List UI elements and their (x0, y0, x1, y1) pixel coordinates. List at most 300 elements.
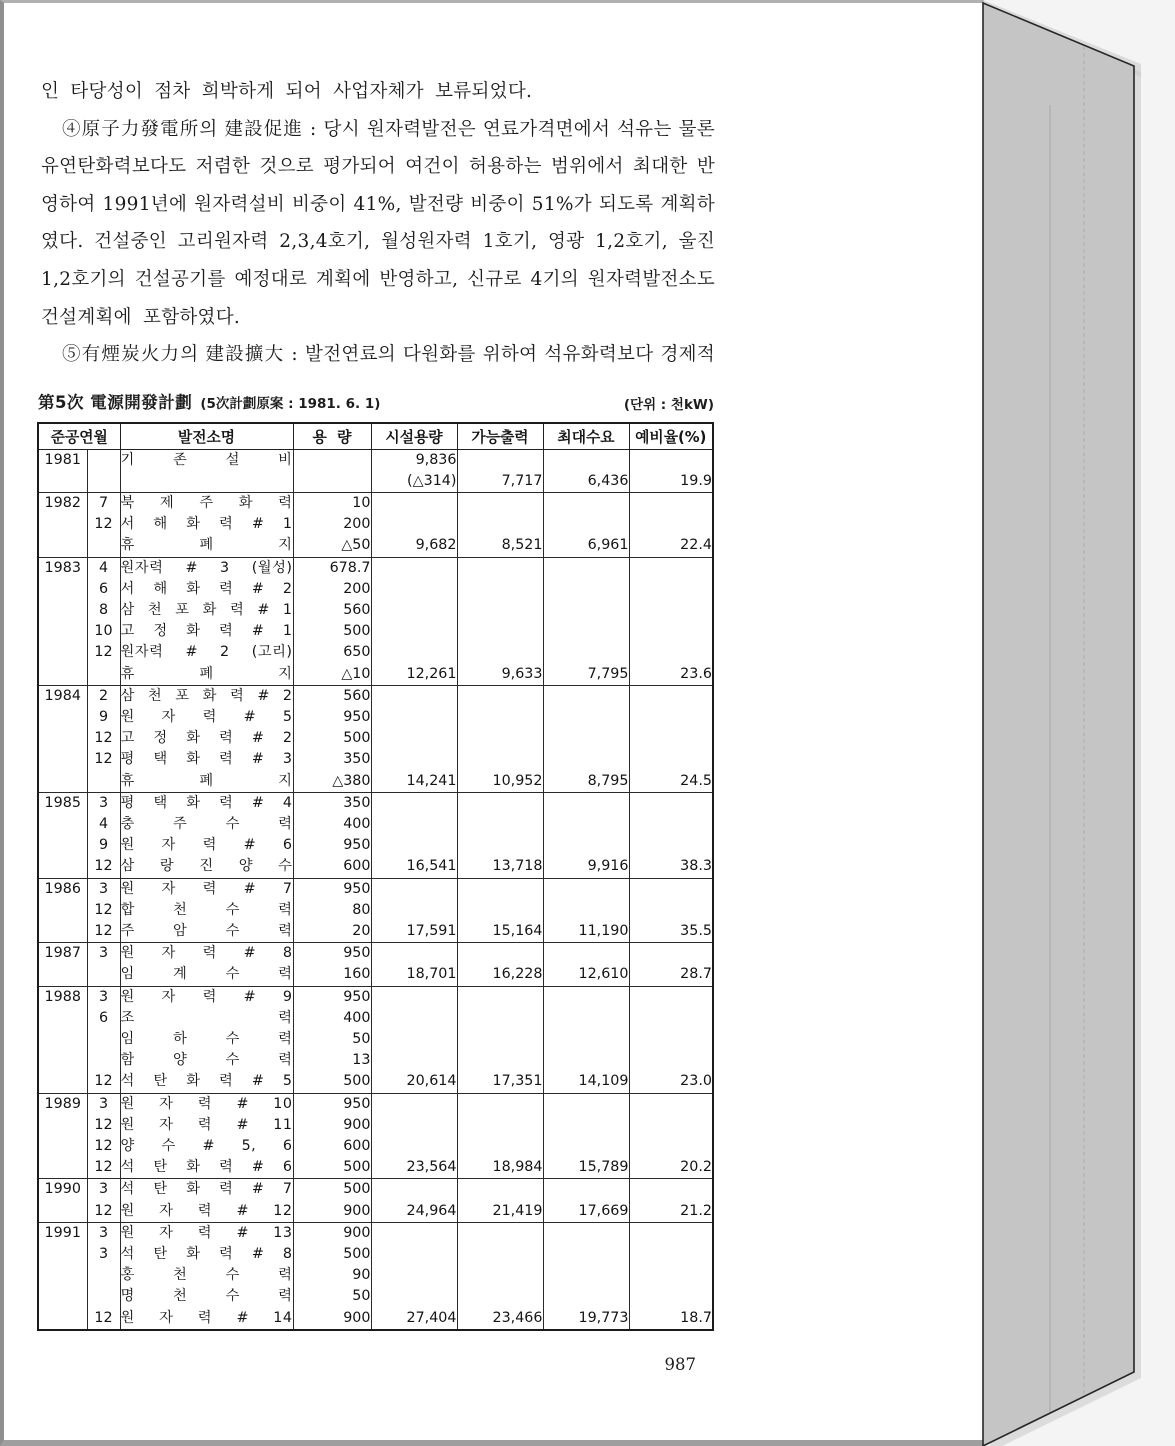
cell-year (38, 1115, 87, 1136)
cell-facility-capacity: 24,964 (371, 1201, 457, 1223)
cell-peak-demand (543, 1029, 629, 1050)
cell-available-output: 17,351 (457, 1071, 543, 1093)
cell-capacity: 20 (293, 921, 371, 943)
cell-year (38, 771, 87, 793)
cell-year: 1981 (44, 451, 81, 468)
cell-reserve-rate (629, 492, 713, 514)
cell-available-output: 15,164 (457, 921, 543, 943)
table-row (38, 878, 713, 900)
table-row (38, 664, 713, 686)
cell-peak-demand: 6,961 (543, 535, 629, 557)
table-row (38, 749, 713, 770)
cell-facility-capacity: 9,836 (371, 449, 457, 471)
cell-available-output (457, 1115, 543, 1136)
cell-month: 12 (87, 642, 120, 663)
cell-facility-capacity (371, 878, 457, 900)
paragraph-line: 영하여 1991년에 원자력설비 비중이 41%, 발전량 비중이 51%가 되도록 계획하 (41, 193, 715, 215)
paragraph-line: 유연탄화력보다도 저렴한 것으로 평가되어 여건이 허용하는 범위에서 최대한 반 (41, 156, 715, 178)
cell-reserve-rate (629, 579, 713, 600)
cell-available-output (457, 621, 543, 642)
cell-year (38, 1201, 87, 1223)
table-row (38, 1222, 713, 1244)
cell-facility-capacity (371, 728, 457, 749)
cell-year (38, 1265, 87, 1286)
cell-peak-demand (543, 1265, 629, 1286)
cell-available-output: 23,466 (457, 1308, 543, 1330)
cell-capacity: 900 (293, 1222, 371, 1244)
cell-year (38, 835, 87, 856)
cell-plant-name: 북 제 주 화 력 (120, 492, 293, 514)
table-row (38, 621, 713, 642)
cell-month: 6 (87, 1008, 120, 1029)
cell-peak-demand: 19,773 (543, 1308, 629, 1330)
cell-capacity: △380 (293, 771, 371, 793)
cell-capacity: 500 (293, 1157, 371, 1179)
column-header: 준공연월 (38, 423, 120, 449)
cell-year: 1990 (38, 1179, 87, 1201)
cell-facility-capacity: 20,614 (371, 1071, 457, 1093)
table-subtitle: (5次計劃原案 : 1981. 6. 1) (200, 396, 381, 412)
cell-month (87, 1050, 120, 1071)
cell-month: 3 (87, 1093, 120, 1115)
table-row (38, 1157, 713, 1179)
cell-reserve-rate (629, 514, 713, 535)
cell-year: 1984 (38, 685, 87, 707)
table-row (38, 449, 713, 471)
table-row (38, 1286, 713, 1307)
cell-available-output: 16,228 (457, 964, 543, 986)
cell-plant-name: 휴 폐 지 (120, 535, 293, 557)
cell-reserve-rate (629, 1093, 713, 1115)
cell-plant-name: 원자력 # 3 (월성) (120, 557, 293, 579)
cell-available-output (457, 1179, 543, 1201)
cell-reserve-rate: 22.4 (629, 535, 713, 557)
table-row (38, 471, 713, 493)
cell-plant-name: 삼 천 포 화 력 # 1 (120, 600, 293, 621)
cell-capacity: 900 (293, 1115, 371, 1136)
table-row (38, 856, 713, 878)
cell-peak-demand (543, 878, 629, 900)
cell-reserve-rate (629, 1050, 713, 1071)
cell-available-output (457, 642, 543, 663)
cell-plant-name: 주 암 수 력 (120, 921, 293, 943)
cell-month: 2 (87, 685, 120, 707)
cell-month: 3 (87, 1244, 120, 1265)
cell-available-output (457, 749, 543, 770)
cell-capacity: 560 (293, 685, 371, 707)
cell-year (38, 1308, 87, 1330)
cell-available-output (457, 1008, 543, 1029)
cell-month (87, 471, 120, 493)
cell-facility-capacity (371, 621, 457, 642)
table-row (38, 835, 713, 856)
cell-facility-capacity (371, 1286, 457, 1307)
cell-peak-demand (543, 685, 629, 707)
cell-reserve-rate (629, 835, 713, 856)
cell-reserve-rate (629, 878, 713, 900)
cell-reserve-rate (629, 943, 713, 965)
cell-year: 1982 (38, 492, 87, 514)
cell-month: 3 (87, 792, 120, 814)
cell-available-output (457, 900, 543, 921)
cell-reserve-rate (629, 685, 713, 707)
cell-available-output (457, 1093, 543, 1115)
paragraph-line: 1,2호기의 건설공기를 예정대로 계획에 반영하고, 신규로 4기의 원자력발전소도 (41, 268, 715, 290)
cell-plant-name: 원 자 력 # 14 (120, 1308, 293, 1330)
cell-reserve-rate (629, 1286, 713, 1307)
cell-facility-capacity: 16,541 (371, 856, 457, 878)
cell-plant-name: 석 탄 화 력 # 8 (120, 1244, 293, 1265)
cell-reserve-rate: 23.6 (629, 664, 713, 686)
cell-reserve-rate: 35.5 (629, 921, 713, 943)
cell-capacity: 200 (293, 579, 371, 600)
cell-capacity (293, 471, 371, 493)
column-header: 가능출력 (457, 423, 543, 449)
cell-year (38, 1050, 87, 1071)
table-row (38, 579, 713, 600)
cell-facility-capacity (371, 943, 457, 965)
cell-capacity: 400 (293, 814, 371, 835)
cell-month: 3 (87, 1179, 120, 1201)
cell-facility-capacity (371, 1093, 457, 1115)
cell-peak-demand: 8,795 (543, 771, 629, 793)
cell-available-output (457, 1286, 543, 1307)
cell-reserve-rate: 28.7 (629, 964, 713, 986)
cell-reserve-rate (629, 986, 713, 1008)
cell-peak-demand: 6,436 (543, 471, 629, 493)
cell-plant-name: 휴 폐 지 (120, 664, 293, 686)
cell-available-output (457, 449, 543, 471)
cell-year (38, 921, 87, 943)
cell-month: 12 (87, 1071, 120, 1093)
cell-peak-demand (543, 1244, 629, 1265)
cell-year (38, 1029, 87, 1050)
cell-month: 4 (87, 557, 120, 579)
cell-year (38, 1286, 87, 1307)
cell-month: 12 (87, 900, 120, 921)
cell-month: 12 (87, 921, 120, 943)
cell-available-output (457, 835, 543, 856)
cell-plant-name: 석 탄 화 력 # 7 (120, 1179, 293, 1201)
cell-plant-name: 원 자 력 # 6 (120, 835, 293, 856)
cell-reserve-rate (629, 728, 713, 749)
cell-month (87, 1029, 120, 1050)
cell-plant-name: 합 천 수 력 (120, 900, 293, 921)
cell-plant-name: 원 자 력 # 5 (120, 707, 293, 728)
cell-peak-demand (543, 600, 629, 621)
cell-peak-demand (543, 579, 629, 600)
cell-capacity: 90 (293, 1265, 371, 1286)
cell-capacity: 950 (293, 707, 371, 728)
cell-facility-capacity (371, 1265, 457, 1286)
cell-capacity: 13 (293, 1050, 371, 1071)
cell-facility-capacity (371, 1050, 457, 1071)
cell-year (38, 579, 87, 600)
cell-capacity: 650 (293, 642, 371, 663)
cell-available-output (457, 1136, 543, 1157)
cell-peak-demand (543, 1093, 629, 1115)
cell-plant-name: 원 자 력 # 8 (120, 943, 293, 965)
cell-month: 3 (87, 943, 120, 965)
cell-reserve-rate (629, 1179, 713, 1201)
cell-year (38, 728, 87, 749)
paragraph-line: 건설계획에 포함하였다. (41, 306, 241, 328)
cell-available-output (457, 600, 543, 621)
cell-capacity: 10 (293, 492, 371, 514)
cell-capacity: 950 (293, 878, 371, 900)
cell-year (38, 1071, 87, 1093)
cell-available-output (457, 685, 543, 707)
cell-plant-name: 원 자 력 # 12 (120, 1201, 293, 1223)
cell-available-output (457, 492, 543, 514)
column-header: 시설용량 (371, 423, 457, 449)
cell-capacity: 350 (293, 749, 371, 770)
cell-reserve-rate (629, 642, 713, 663)
cell-peak-demand (543, 1179, 629, 1201)
cell-reserve-rate (629, 1222, 713, 1244)
cell-year: 1991 (38, 1222, 87, 1244)
table-title: 第5次 電源開發計劃 (38, 393, 193, 412)
cell-plant-name: 삼 천 포 화 력 # 2 (120, 685, 293, 707)
table-row (38, 1136, 713, 1157)
cell-reserve-rate (629, 1008, 713, 1029)
table-row (38, 1308, 713, 1330)
cell-peak-demand: 7,795 (543, 664, 629, 686)
cell-year (38, 1157, 87, 1179)
cell-facility-capacity (371, 835, 457, 856)
cell-facility-capacity: 18,701 (371, 964, 457, 986)
cell-peak-demand: 17,669 (543, 1201, 629, 1223)
cell-year: 1986 (38, 878, 87, 900)
cell-available-output (457, 878, 543, 900)
cell-reserve-rate: 23.0 (629, 1071, 713, 1093)
cell-capacity: 50 (293, 1029, 371, 1050)
cell-capacity: 600 (293, 856, 371, 878)
cell-reserve-rate (629, 707, 713, 728)
table-row (38, 1115, 713, 1136)
cell-facility-capacity (371, 1029, 457, 1050)
cell-month: 12 (87, 856, 120, 878)
column-header: 용 량 (293, 423, 371, 449)
cell-plant-name: 평 택 화 력 # 4 (120, 792, 293, 814)
cell-reserve-rate: 24.5 (629, 771, 713, 793)
cell-peak-demand (543, 557, 629, 579)
cell-month (87, 1286, 120, 1307)
cell-available-output (457, 557, 543, 579)
cell-capacity: 500 (293, 1071, 371, 1093)
cell-year: 1985 (38, 792, 87, 814)
cell-month: 6 (87, 579, 120, 600)
cell-peak-demand (543, 492, 629, 514)
cell-facility-capacity: 9,682 (371, 535, 457, 557)
cell-facility-capacity (371, 1222, 457, 1244)
cell-plant-name: 조 력 (120, 1008, 293, 1029)
cell-year: 1989 (38, 1093, 87, 1115)
cell-facility-capacity (371, 986, 457, 1008)
cell-year (38, 1008, 87, 1029)
cell-plant-name: 석 탄 화 력 # 5 (120, 1071, 293, 1093)
table-row (38, 1050, 713, 1071)
cell-capacity: 950 (293, 835, 371, 856)
cell-facility-capacity (371, 749, 457, 770)
table-row (38, 728, 713, 749)
cell-peak-demand (543, 749, 629, 770)
cell-month: 12 (87, 514, 120, 535)
cell-capacity: 678.7 (293, 557, 371, 579)
cell-peak-demand (543, 814, 629, 835)
cell-peak-demand (543, 514, 629, 535)
cell-plant-name: 임 계 수 력 (120, 964, 293, 986)
cell-capacity: 160 (293, 964, 371, 986)
cell-year (38, 856, 87, 878)
cell-month (87, 664, 120, 686)
cell-peak-demand (543, 621, 629, 642)
cell-available-output (457, 1050, 543, 1071)
cell-available-output (457, 1222, 543, 1244)
table-row (38, 986, 713, 1008)
cell-facility-capacity (371, 1008, 457, 1029)
cell-plant-name (120, 471, 293, 493)
cell-capacity: 80 (293, 900, 371, 921)
table-row (38, 792, 713, 814)
cell-available-output (457, 1244, 543, 1265)
cell-reserve-rate: 21.2 (629, 1201, 713, 1223)
paragraph-line: 인 타당성이 점차 희박하게 되어 사업자체가 보류되었다. (41, 81, 533, 102)
cell-plant-name: 양 수 # 5, 6 (120, 1136, 293, 1157)
cell-month: 12 (87, 749, 120, 770)
cell-month (87, 964, 120, 986)
cell-plant-name: 고 정 화 력 # 2 (120, 728, 293, 749)
cell-year (38, 900, 87, 921)
cell-available-output (457, 1029, 543, 1050)
cell-reserve-rate: 38.3 (629, 856, 713, 878)
table-row (38, 557, 713, 579)
cell-capacity: 950 (293, 943, 371, 965)
cell-available-output: 13,718 (457, 856, 543, 878)
cell-plant-name: 원 자 력 # 9 (120, 986, 293, 1008)
cell-peak-demand: 9,916 (543, 856, 629, 878)
cell-available-output (457, 1265, 543, 1286)
cell-month: 12 (87, 1201, 120, 1223)
cell-facility-capacity (371, 707, 457, 728)
table-row (38, 900, 713, 921)
cell-peak-demand: 15,789 (543, 1157, 629, 1179)
cell-year: 1983 (38, 557, 87, 579)
cell-peak-demand (543, 1115, 629, 1136)
table-row (38, 492, 713, 514)
cell-available-output: 21,419 (457, 1201, 543, 1223)
cell-year (38, 514, 87, 535)
cell-peak-demand (543, 728, 629, 749)
cell-peak-demand (543, 835, 629, 856)
cell-month (87, 535, 120, 557)
table-row (38, 707, 713, 728)
cell-year: 1987 (38, 943, 87, 965)
table-row (38, 1008, 713, 1029)
cell-month: 8 (87, 600, 120, 621)
table-row (38, 943, 713, 965)
cell-facility-capacity (371, 1136, 457, 1157)
cell-peak-demand: 11,190 (543, 921, 629, 943)
cell-facility-capacity: 17,591 (371, 921, 457, 943)
cell-peak-demand (543, 943, 629, 965)
cell-month: 7 (87, 492, 120, 514)
cell-plant-name: 평 택 화 력 # 3 (120, 749, 293, 770)
cell-plant-name: 휴 폐 지 (120, 771, 293, 793)
cell-year (38, 664, 87, 686)
cell-capacity: 500 (293, 728, 371, 749)
cell-reserve-rate (629, 449, 713, 471)
cell-month: 12 (87, 1115, 120, 1136)
cell-capacity: 500 (293, 1179, 371, 1201)
cell-capacity (293, 449, 371, 471)
cell-reserve-rate (629, 792, 713, 814)
cell-facility-capacity (371, 557, 457, 579)
table-row (38, 1093, 713, 1115)
cell-peak-demand (543, 1286, 629, 1307)
cell-plant-name: 원 자 력 # 7 (120, 878, 293, 900)
cell-available-output (457, 986, 543, 1008)
cell-plant-name: 서 해 화 력 # 2 (120, 579, 293, 600)
cell-capacity: 500 (293, 621, 371, 642)
cell-facility-capacity: 12,261 (371, 664, 457, 686)
cell-year: 1988 (38, 986, 87, 1008)
cell-month (87, 449, 120, 471)
cell-month: 12 (87, 1308, 120, 1330)
cell-plant-name: 석 탄 화 력 # 6 (120, 1157, 293, 1179)
cell-available-output: 9,633 (457, 664, 543, 686)
table-row (38, 1201, 713, 1223)
cell-peak-demand (543, 642, 629, 663)
cell-available-output (457, 943, 543, 965)
page-stack-shape (983, 3, 1134, 1446)
cell-reserve-rate (629, 557, 713, 579)
cell-capacity: 350 (293, 792, 371, 814)
cell-reserve-rate: 18.7 (629, 1308, 713, 1330)
column-header: 발전소명 (120, 423, 293, 449)
cell-month: 3 (87, 878, 120, 900)
power-development-plan-table (37, 422, 714, 1331)
cell-reserve-rate (629, 814, 713, 835)
cell-year (38, 707, 87, 728)
cell-capacity: 400 (293, 1008, 371, 1029)
cell-plant-name: 명 천 수 력 (120, 1286, 293, 1307)
cell-capacity: △50 (293, 535, 371, 557)
cell-month: 9 (87, 835, 120, 856)
cell-facility-capacity (371, 685, 457, 707)
cell-plant-name: 함 양 수 력 (120, 1050, 293, 1071)
table-row (38, 1071, 713, 1093)
cell-reserve-rate (629, 600, 713, 621)
table-row (38, 535, 713, 557)
cell-month: 12 (87, 1136, 120, 1157)
cell-available-output (457, 579, 543, 600)
cell-facility-capacity (371, 579, 457, 600)
cell-reserve-rate (629, 1244, 713, 1265)
cell-facility-capacity (371, 792, 457, 814)
cell-facility-capacity (371, 1244, 457, 1265)
cell-facility-capacity (371, 1179, 457, 1201)
cell-available-output: 7,717 (457, 471, 543, 493)
cell-available-output (457, 814, 543, 835)
cell-peak-demand: 12,610 (543, 964, 629, 986)
cell-plant-name: 고 정 화 력 # 1 (120, 621, 293, 642)
cell-peak-demand (543, 1136, 629, 1157)
cell-reserve-rate (629, 749, 713, 770)
cell-facility-capacity: 14,241 (371, 771, 457, 793)
table-unit-label: (단위 : 천kW) (623, 397, 714, 413)
cell-capacity: 560 (293, 600, 371, 621)
